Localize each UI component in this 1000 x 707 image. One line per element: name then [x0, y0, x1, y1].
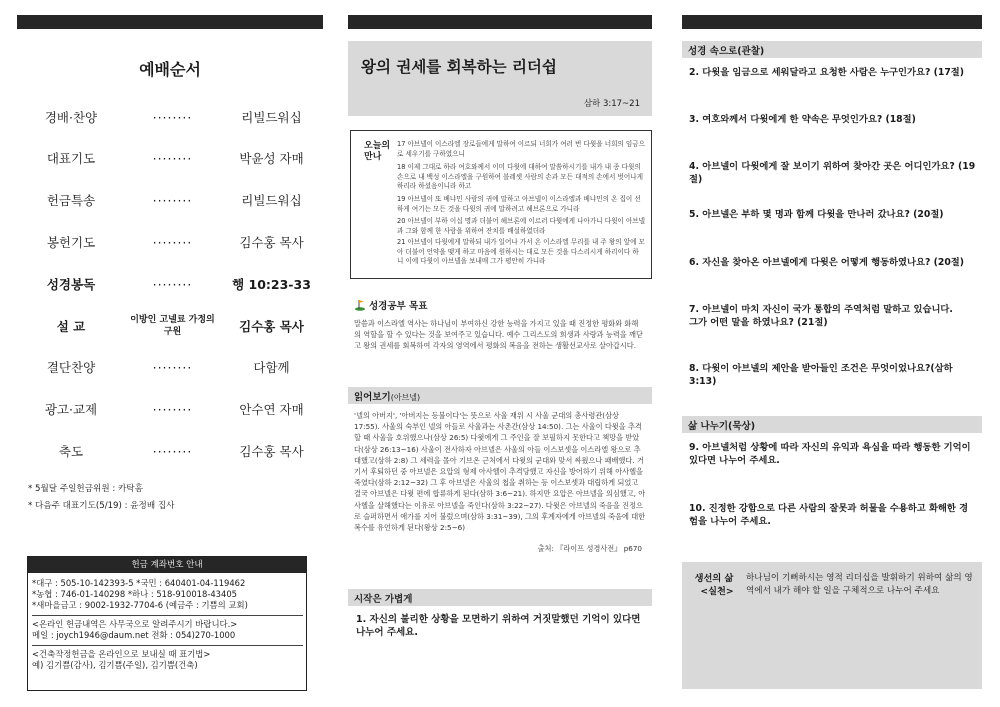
note-line: * 다음주 대표기도(5/19) : 윤정배 집사 [28, 501, 175, 511]
verse: 18 이제 그대로 하라 여호와께서 이미 다윗에 대하여 말씀하시기를 내가 내 종 다윗의 손으로 내 백성 이스라엘을 구원하여 블레셋 사람의 손과 모든 대적의 손에서 벗어나게 하리라 하셨음이니라 하고 [397, 163, 643, 191]
sermon-title-small: 이방인 고넬료 가정의 구원 [130, 315, 215, 337]
question-item: 8. 다윗이 아브넬의 제안을 받아들인 조건은 무엇이었나요?(삼하 3:13) [689, 363, 953, 387]
worship-item: 축도 [58, 444, 84, 459]
worship-item: 경배·찬양 [44, 110, 98, 125]
worship-person: 김수홍 목사 [239, 319, 304, 334]
worship-dots: ········ [152, 109, 193, 125]
worship-item: 헌금특송 [46, 193, 96, 208]
question-item: 6. 자신을 찾아온 아브넬에게 다윗은 어떻게 행동하였나요? (20절) [689, 257, 965, 268]
divider [32, 645, 303, 646]
worship-title: 예배순서 [139, 60, 201, 79]
question-item: 4. 아브넬이 다윗에게 잘 보이기 위하여 찾아간 곳은 어디인가요? (19절) [689, 161, 976, 185]
bank-line: *새마을금고 : 9002-1932-7704-6 (예금주 : 기쁨의 교회) [32, 600, 248, 610]
worship-row [17, 352, 323, 382]
worship-dots: ········ [152, 150, 193, 166]
sermon-title-box [348, 41, 652, 116]
observe-bar [682, 41, 982, 58]
building-example: 예) 김기쁨(감사), 김기쁨(주일), 김기쁨(건축) [32, 660, 198, 670]
goal-title: 성경공부 목표 [369, 301, 428, 312]
question-item: 9. 아브넬처럼 상황에 따라 자신의 유익과 욕심을 따라 행동한 기억이 있다면 나누어 주세요. [689, 442, 971, 466]
reading-source: 출처: 『라이프 성경사전』 p670 [537, 544, 642, 553]
study-column [682, 0, 982, 707]
practice-label-line: 생선의 삶 [694, 573, 734, 584]
building-title: <건축작정헌금을 온라인으로 보내실 때 표기법> [32, 649, 211, 659]
life-title: 삶 나누기(묵상) [688, 421, 756, 432]
worship-row [17, 185, 323, 215]
reading-subtitle: (아브넬) [390, 393, 421, 402]
worship-row [17, 227, 323, 257]
bank-body [28, 573, 306, 671]
worship-item: 성경봉독 [46, 277, 96, 292]
reading-title-text: 읽어보기 [354, 392, 391, 403]
daily-word-label [364, 141, 390, 163]
start-bar [348, 589, 652, 606]
worship-person: 다함께 [253, 360, 290, 375]
worship-item: 봉헌기도 [46, 235, 96, 250]
bank-account-box [27, 556, 307, 691]
practice-label-line: <실천> [700, 586, 734, 597]
worship-person: 리빌드워십 [241, 193, 302, 208]
worship-person: 박윤성 자매 [239, 151, 304, 166]
sermon-title: 왕의 권세를 회복하는 리더쉽 [361, 58, 557, 76]
question-item: 3. 여호와께서 다윗에게 한 약속은 무엇인가요? (18절) [689, 114, 916, 125]
worship-dots: ········ [152, 359, 193, 375]
worship-dots: ········ [152, 192, 193, 208]
reading-bar [348, 387, 652, 404]
scripture-reference: 삼하 3:17~21 [583, 99, 640, 109]
question-item: 10. 진정한 강함으로 다른 사람의 잘못과 허물을 수용하고 화해한 경험을 나누어 주세요. [689, 503, 969, 527]
sermon-column [348, 0, 652, 707]
worship-person: 김수홍 목사 [239, 235, 304, 250]
daily-word-label-line: 만나 [364, 152, 382, 162]
worship-item: 광고·교제 [44, 402, 98, 417]
reading-text: '넬의 아버지', '아버지는 등불이다'는 뜻으로 사울 재위 시 사울 군대의 총사령관(삼상 17:55). 사울의 숙부인 넬의 아들로 사울과는 사촌간(삼상 14:50). 그는 사울이 다윗을 추격할 때 사울을 호위했으나(삼상 26:5) 다윗에게 그 주인을 잘 보필하지 못한다고 책망을 받았다(삼상 26:13~16) 사울이 전사하자 아브넬은 사울의 아들 이스보셋을 이스라엘 왕으로 추대했고(삼하 2:8) 그 세력을 몰아 기브온 근처에서 다윗의 군대와 맞서 싸웠으나 패배했다. 거기서 후퇴하던 중 아브넬은 요압의 형제 아사헬이 추격당했고 자신을 방어하기 위해 아사헬을 죽였다(삼하 2:12~32) 그 후 아브넬은 사울의 첩을 취하는 등 이스보셋과 대립하게 되었고 결국 아브넬은 다윗 편에 합류하게 된다(삼하 3:6~21). 하지만 요압은 아브넬을 의심했고, 아사헬을 살해했다는 이유로 아브넬을 죽인다(삼하 3:22~27). 다윗은 아브넬의 죽음을 진정으로 슬퍼하면서 애가를 지어 불렀으며(삼하 3:31~39), 그의 후계자에게 아브넬의 죽음에 대한 복수를 유언하게 된다(왕상 2:5~6) [354, 411, 646, 533]
life-bar [682, 416, 982, 433]
daily-word-label-line: 오늘의 [364, 141, 391, 151]
worship-person: 안수연 자매 [239, 402, 304, 417]
worship-row [17, 143, 323, 173]
verse: 21 아브넬이 다윗에게 말하되 내가 일어나 가서 온 이스라엘 무리를 내 주 왕의 앞에 모아 더불어 언약을 맺게 하고 마음에 원하시는 대로 모든 것을 다스리시게 하리이다 하니 이에 다윗이 아브넬을 보내매 그가 평안히 가니라 [397, 238, 645, 266]
worship-person: 행 10:23-33 [232, 277, 311, 292]
note-line: * 5월달 주일헌금위원 : 카탁홈 [28, 484, 143, 494]
worship-row [17, 102, 323, 132]
worship-notes [28, 481, 174, 515]
question-item: 7. 아브넬이 마치 자신이 국가 통합의 주역처럼 말하고 있습니다. 그가 어떤 말을 하였나요? (21절) [689, 304, 953, 328]
question-1: 1. 자신의 불리한 상황을 모면하기 위하여 거짓말했던 기억이 있다면 나누어 주세요. [356, 614, 641, 638]
bank-header: 헌금 계좌번호 안내 [28, 557, 306, 573]
worship-item: 결단찬양 [46, 360, 96, 375]
worship-person: 김수홍 목사 [239, 444, 304, 459]
start-title: 시작은 가볍게 [354, 594, 413, 605]
verse: 20 아브넬이 부하 이십 명과 더불어 헤브론에 이르러 다윗에게 나아가니 다윗이 아브넬과 그와 함께 한 사람을 위하여 잔치를 배설하였더라 [397, 217, 646, 235]
worship-dots: ········ [152, 443, 193, 459]
worship-person: 리빌드워십 [241, 110, 302, 125]
worship-row [17, 436, 323, 466]
worship-row [17, 269, 323, 299]
bank-line: *농협 : 746-01-140298 *하나 : 518-910018-43405 [32, 589, 237, 599]
worship-row [17, 394, 323, 424]
worship-dots: ········ [152, 234, 193, 250]
worship-item: 설 교 [56, 319, 86, 334]
worship-item: 대표기도 [46, 151, 96, 166]
online-contact: 메일 : joych1946@daum.net 전화 : 054)270-1000 [32, 630, 236, 640]
goal-heading [354, 298, 427, 312]
online-title: <온라인 헌금내역은 사무국으로 알려주시기 바랍니다.> [32, 619, 238, 629]
verse: 17 아브넬이 이스라엘 장로들에게 말하여 이르되 너희가 여러 번 다윗을 너희의 임금으로 세우기를 구하였으니 [397, 140, 646, 158]
practice-text: 하나님이 기뻐하시는 영적 리더십을 발휘하기 위하여 삶의 영역에서 내가 해야 할 일을 구체적으로 나누어 주세요 [746, 573, 973, 596]
worship-dots: ········ [152, 401, 193, 417]
question-item: 5. 아브넬은 부하 몇 명과 함께 다윗을 만나러 갔나요? (20절) [689, 209, 944, 220]
flag-hole-icon [354, 299, 366, 311]
observe-title: 성경 속으로(관찰) [688, 46, 765, 57]
question-item: 2. 다윗을 임금으로 세워달라고 요청한 사람은 누구인가요? (17절) [689, 67, 965, 78]
worship-row [17, 311, 323, 341]
practice-label [694, 572, 736, 598]
bank-line: *대구 : 505-10-142393-5 *국민 : 640401-04-119462 [32, 578, 246, 588]
reading-title [354, 389, 420, 403]
worship-dots: ········ [152, 276, 193, 292]
divider [32, 615, 303, 616]
verse: 19 아브넬이 또 베냐민 사람의 귀에 말하고 아브넬이 이스라엘과 베냐민의 온 집이 선하게 여기는 모든 것을 다윗의 귀에 말하려고 헤브론으로 가니라 [397, 195, 641, 213]
daily-word-box [350, 130, 652, 279]
practice-box [682, 562, 982, 689]
goal-text: 말씀과 이스라엘 역사는 하나님이 부여하신 강한 능력을 가지고 있을 때 진정한 평화와 화해의 역할을 할 수 있다는 것을 보여주고 있습니다. 예수 그리스도의 희생과 사랑과 능력을 깨닫고 왕의 권세를 회복하여 각자의 영역에서 평화의 복음을 전하는 생활선교사로 살아갑시다. [354, 319, 643, 351]
